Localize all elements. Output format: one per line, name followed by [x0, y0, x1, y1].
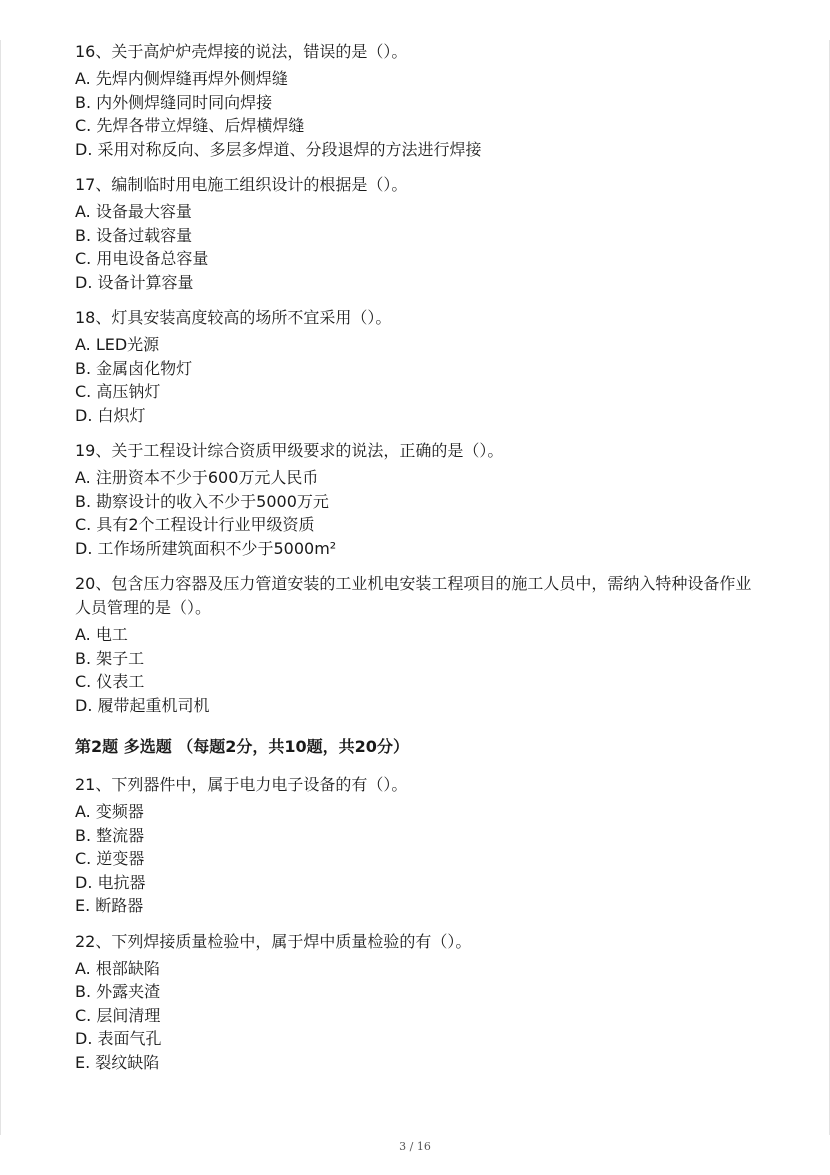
option-d: D. 设备计算容量 — [75, 272, 194, 292]
page-left-edge — [0, 40, 1, 1135]
option-c: C. 仪表工 — [75, 672, 145, 691]
section-title: 第2题 多选题 （每题2分，共10题，共20分） — [75, 737, 409, 756]
question-text: 20、包含压力容器及压力管道安装的工业机电安装工程项目的施工人员中，需纳入特种设备作业人员管理的是（）。 — [75, 574, 752, 617]
option-d: D. 履带起重机司机 — [75, 695, 210, 715]
question-text: 19、关于工程设计综合资质甲级要求的说法，正确的是（）。 — [75, 441, 504, 460]
document-content — [75, 40, 765, 1086]
option-a: A. 电工 — [75, 625, 128, 644]
option-a: A. LED光源 — [75, 335, 160, 354]
question-17 — [75, 173, 765, 294]
option-a: A. 注册资本不少于600万元人民币 — [75, 468, 319, 487]
question-18 — [75, 306, 765, 427]
question-text: 21、下列器件中，属于电力电子设备的有（）。 — [75, 775, 408, 794]
question-19 — [75, 439, 765, 560]
option-d: D. 电抗器 — [75, 872, 146, 892]
option-e: E. 断路器 — [75, 896, 144, 915]
option-b: B. 外露夹渣 — [75, 982, 161, 1001]
option-a: A. 先焊内侧焊缝再焊外侧焊缝 — [75, 69, 288, 88]
question-text: 16、关于高炉炉壳焊接的说法，错误的是（）。 — [75, 42, 408, 61]
option-b: B. 金属卤化物灯 — [75, 358, 193, 378]
option-b: B. 设备过载容量 — [75, 225, 193, 245]
option-d: D. 表面气孔 — [75, 1029, 162, 1048]
question-text: 18、灯具安装高度较高的场所不宜采用（）。 — [75, 308, 392, 327]
question-text: 17、编制临时用电施工组织设计的根据是（）。 — [75, 175, 408, 194]
option-a: A. 变频器 — [75, 802, 144, 821]
option-b: B. 内外侧焊缝同时同向焊接 — [75, 92, 273, 112]
option-b: B. 勘察设计的收入不少于5000万元 — [75, 491, 329, 511]
page-number: 3 / 16 — [399, 1140, 431, 1153]
option-d: D. 白炽灯 — [75, 405, 146, 425]
question-22 — [75, 930, 765, 1075]
question-16 — [75, 40, 765, 161]
option-a: A. 根部缺陷 — [75, 958, 160, 978]
option-b: B. 整流器 — [75, 825, 145, 845]
option-c: C. 具有2个工程设计行业甲级资质 — [75, 515, 315, 534]
question-text: 22、下列焊接质量检验中，属于焊中质量检验的有（）。 — [75, 931, 472, 951]
option-c: C. 层间清理 — [75, 1005, 161, 1025]
option-b: B. 架子工 — [75, 648, 145, 668]
option-a: A. 设备最大容量 — [75, 202, 192, 221]
option-c: C. 用电设备总容量 — [75, 249, 209, 268]
option-c: C. 高压钠灯 — [75, 382, 161, 401]
option-c: C. 先焊各带立焊缝、后焊横焊缝 — [75, 116, 305, 135]
option-d: D. 采用对称反向、多层多焊道、分段退焊的方法进行焊接 — [75, 139, 482, 159]
question-21 — [75, 773, 765, 918]
option-d: D. 工作场所建筑面积不少于5000m² — [75, 538, 337, 558]
option-e: E. 裂纹缺陷 — [75, 1052, 160, 1072]
option-c: C. 逆变器 — [75, 849, 145, 868]
question-20 — [75, 572, 765, 717]
